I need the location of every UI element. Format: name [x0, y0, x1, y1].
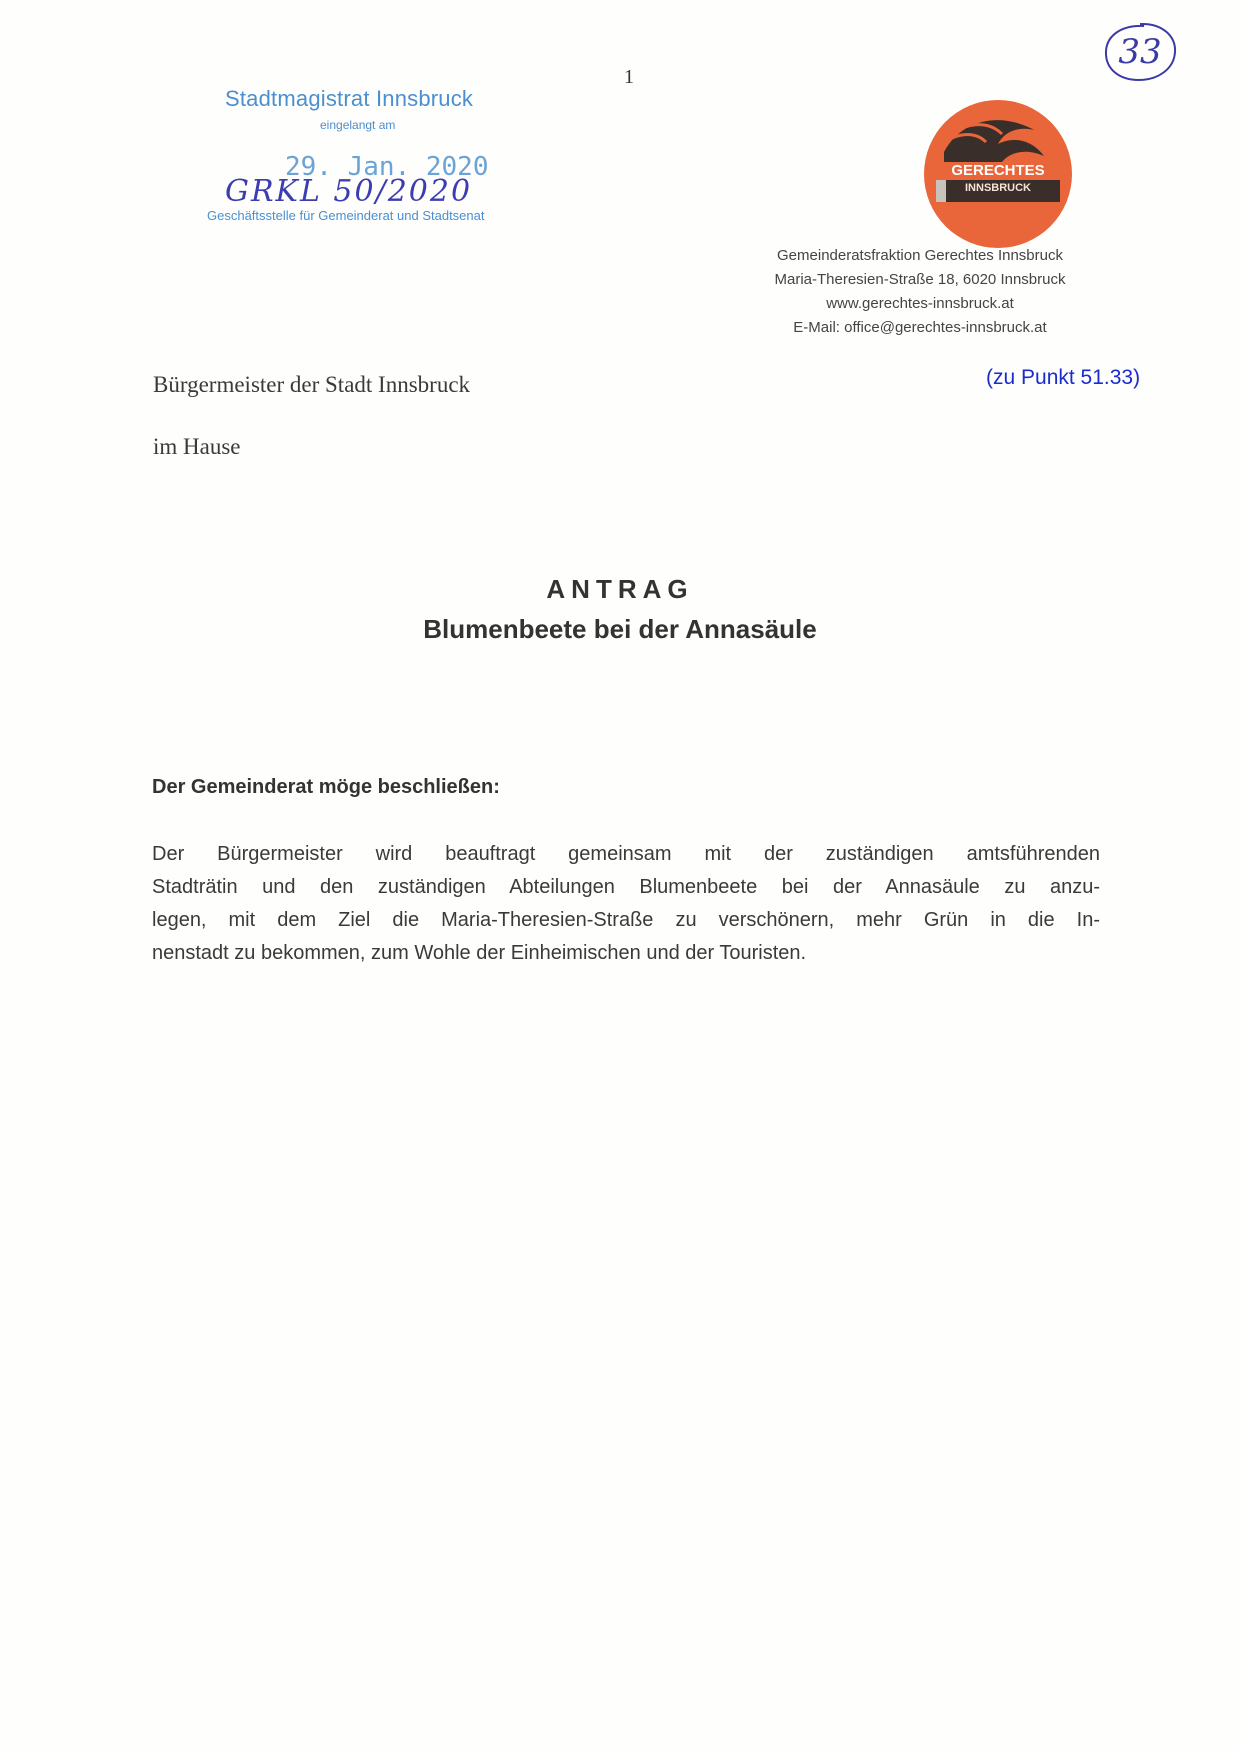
- sender-website: www.gerechtes-innsbruck.at: [826, 295, 1014, 312]
- party-logo: [922, 98, 1074, 250]
- document-subtitle: Blumenbeete bei der Annasäule: [423, 614, 817, 644]
- stamp-handwritten-number: GRKL 50/2020: [225, 174, 473, 209]
- motion-line: legen, mit dem Ziel die Maria-Theresien-Straße zu verschönern, mehr Grün in die In-: [152, 909, 1100, 931]
- stamp-date: 29. Jan. 2020: [285, 152, 489, 182]
- stamp-title: Stadtmagistrat Innsbruck: [225, 86, 474, 111]
- motion-line: Der Bürgermeister wird beauftragt gemeinsam mit der zuständigen amtsführenden: [152, 843, 1100, 865]
- stamp-footer: Geschäftsstelle für Gemeinderat und Stadtsenat: [207, 208, 485, 223]
- motion-heading: Der Gemeinderat möge beschließen:: [152, 776, 500, 798]
- sender-address-block: [700, 244, 1140, 340]
- sender-line: Gemeinderatsfraktion Gerechtes Innsbruck: [777, 247, 1063, 264]
- stamp-subtitle: eingelangt am: [320, 118, 396, 132]
- logo-text-line1: GERECHTES: [951, 162, 1045, 179]
- recipient-line: Bürgermeister der Stadt Innsbruck: [153, 372, 471, 397]
- circled-number: [1100, 20, 1180, 84]
- page-number: 1: [624, 66, 634, 88]
- motion-line: nenstadt zu bekommen, zum Wohle der Einheimischen und der Touristen.: [152, 942, 807, 964]
- document-title: ANTRAG: [546, 574, 694, 604]
- motion-body: [152, 838, 1100, 970]
- agenda-reference: (zu Punkt 51.33): [986, 366, 1141, 389]
- sender-line: Maria-Theresien-Straße 18, 6020 Innsbruck: [774, 271, 1066, 288]
- sender-email: E-Mail: office@gerechtes-innsbruck.at: [793, 319, 1047, 336]
- logo-text-line2: INNSBRUCK: [965, 182, 1031, 194]
- circled-number-text: 33: [1118, 32, 1162, 72]
- motion-line: Stadträtin und den zuständigen Abteilungen Blumenbeete bei der Annasäule zu anzu-: [152, 876, 1100, 898]
- recipient-line: im Hause: [153, 434, 241, 459]
